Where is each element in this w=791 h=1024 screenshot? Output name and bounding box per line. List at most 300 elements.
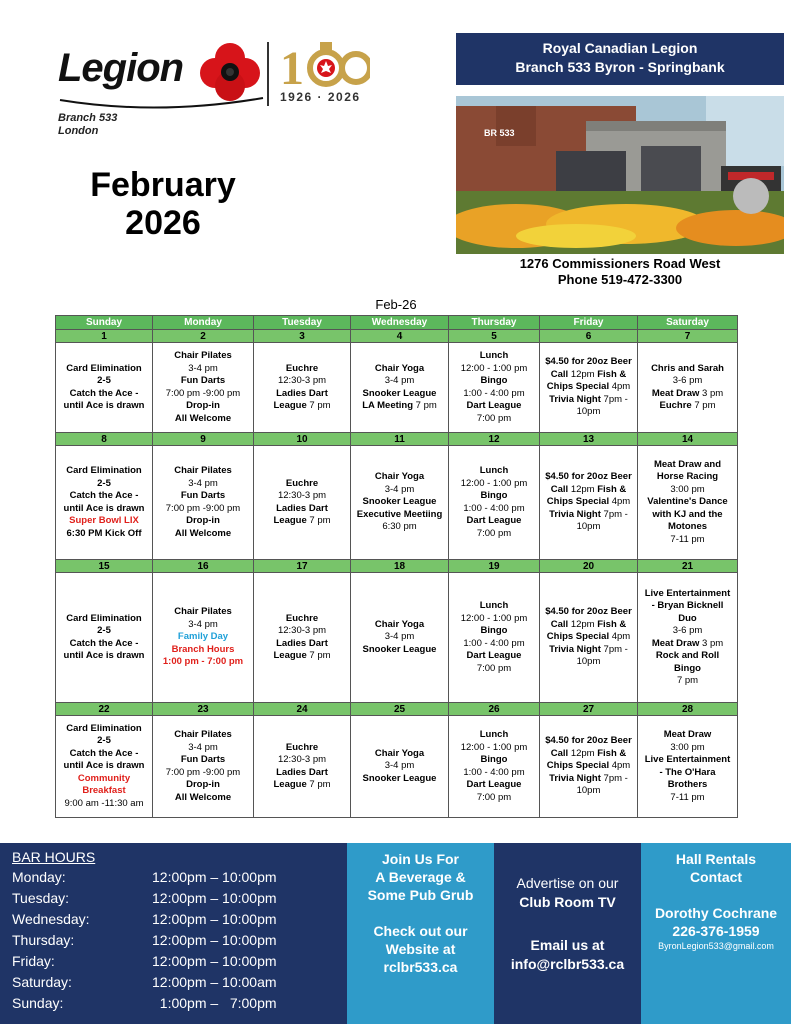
event-text: Bingo — [674, 662, 701, 674]
event-text: Brothers — [667, 779, 708, 790]
event-text: Motones — [667, 521, 708, 533]
contact-phone: 226-376-1959 — [672, 923, 760, 939]
banner-line1: Royal Canadian Legion — [542, 40, 698, 56]
advertise-text: Club Room TV — [519, 894, 616, 910]
event-text: Meat Draw and — [653, 458, 722, 470]
event-text: Card Elimination — [66, 362, 142, 374]
date-number: 8 — [56, 433, 153, 446]
date-number: 9 — [153, 433, 254, 446]
event-text: All Welcome — [174, 791, 232, 803]
event-cell-sat — [638, 573, 738, 703]
bar-hours-day: Saturday: — [12, 974, 72, 990]
bar-hours-time: 12:00pm – 10:00pm — [152, 932, 277, 948]
event-text: until Ace is drawn — [63, 650, 145, 661]
event-text: Horse Racing — [656, 471, 719, 483]
event-text: - Bryan Bicknell — [651, 600, 724, 611]
bar-hours-row — [12, 867, 347, 888]
event-text: 12:30-3 pm — [277, 754, 327, 765]
bar-hours-row — [12, 951, 347, 972]
date-number: 6 — [540, 330, 638, 343]
event-cell-sun — [56, 716, 153, 818]
bar-hours-day: Sunday: — [12, 995, 64, 1011]
date-number: 15 — [56, 560, 153, 573]
event-row — [56, 716, 738, 818]
bar-hours-day: Friday: — [12, 953, 55, 969]
event-text: 7 pm — [309, 400, 331, 411]
event-text: Rock and Roll — [655, 650, 720, 661]
event-text: All Welcome — [174, 412, 232, 424]
event-text: 1:00 - 4:00 pm — [463, 387, 525, 399]
event-text: 7:00 pm — [476, 791, 512, 803]
contact-email-link[interactable]: ByronLegion533@gmail.com — [658, 941, 774, 951]
bar-hours-title: BAR HOURS — [12, 849, 96, 865]
event-text: Dart League — [466, 400, 522, 411]
event-text: 12pm — [570, 368, 595, 380]
join-text: Some Pub Grub — [367, 887, 474, 903]
event-text: Call — [550, 747, 569, 759]
date-number: 20 — [540, 560, 638, 573]
event-cell-thu — [449, 343, 540, 433]
event-text: 3-6 pm — [672, 625, 703, 636]
date-number: 24 — [254, 703, 351, 716]
event-cell-tue — [254, 343, 351, 433]
event-text: 12:00 - 1:00 pm — [460, 612, 528, 624]
event-text: 12pm — [570, 618, 595, 630]
event-text: 7 pm — [415, 400, 437, 411]
event-cell-sat — [638, 343, 738, 433]
bar-hours-row — [12, 909, 347, 930]
event-text: Card Elimination — [66, 612, 142, 624]
hall-text: Hall Rentals — [675, 851, 757, 867]
event-text: 2-5 — [97, 735, 111, 747]
event-text: 3-4 pm — [384, 375, 415, 386]
event-text: 2-5 — [97, 625, 111, 636]
event-cell-sat — [638, 446, 738, 560]
event-cell-sun — [56, 446, 153, 560]
event-text: 1:00 pm - 7:00 pm — [162, 656, 244, 668]
event-text: 7pm - — [603, 393, 628, 405]
date-number: 27 — [540, 703, 638, 716]
event-text: Drop-in — [186, 400, 220, 411]
event-text: 3-4 pm — [384, 760, 415, 772]
contact-name: Dorothy Cochrane — [654, 905, 778, 921]
logo-swoosh — [58, 94, 268, 114]
event-text: Chips Special — [546, 631, 610, 643]
event-text: Duo — [678, 612, 697, 624]
event-text: 3-4 pm — [188, 741, 218, 753]
event-text: Executive Meetiing — [356, 508, 443, 520]
event-text: 1:00 - 4:00 pm — [463, 637, 525, 649]
event-cell-fri — [540, 573, 638, 703]
date-number: 21 — [638, 560, 738, 573]
event-text: Ladies Dart — [276, 502, 328, 514]
date-number: 23 — [153, 703, 254, 716]
event-text: 12:30-3 pm — [277, 375, 327, 386]
logo-divider — [267, 42, 269, 106]
event-text: League — [273, 650, 307, 661]
centennial-100-icon — [280, 34, 370, 96]
event-text: Catch the Ace - — [69, 637, 139, 649]
address-block — [456, 256, 784, 288]
event-text: 7:00 pm -9:00 pm — [165, 387, 241, 399]
logo-wordmark: Legion — [58, 46, 184, 90]
event-text: Meat Draw — [663, 729, 712, 740]
event-text: 12:30-3 pm — [277, 625, 327, 636]
event-text: Catch the Ace - — [69, 747, 139, 759]
event-text: Chair Yoga — [374, 471, 425, 483]
event-text: Euchre — [285, 612, 319, 624]
event-text: Ladies Dart — [276, 637, 328, 649]
event-text: Fish & — [597, 483, 627, 495]
date-row — [56, 330, 738, 343]
event-text: 3:00 pm — [670, 741, 705, 753]
event-text: Meat Draw — [651, 387, 700, 399]
event-text: 6:30 PM Kick Off — [66, 527, 142, 539]
event-text: League — [273, 515, 307, 526]
event-text: Chair Yoga — [374, 618, 425, 630]
event-text: 4pm — [611, 631, 631, 643]
bar-hours-row — [12, 930, 347, 951]
bar-hours-time: 12:00pm – 10:00am — [152, 974, 277, 990]
event-text: Lunch — [479, 350, 509, 361]
event-text: Drop-in — [186, 515, 220, 526]
event-text: Fish & — [597, 368, 627, 380]
event-cell-fri — [540, 343, 638, 433]
event-text: 7-11 pm — [670, 791, 705, 803]
date-number: 28 — [638, 703, 738, 716]
event-text: Chair Yoga — [374, 362, 425, 374]
date-number: 26 — [449, 703, 540, 716]
calendar-caption: Feb-26 — [375, 297, 417, 312]
event-text: Snooker League — [362, 387, 437, 399]
day-header: Friday — [540, 316, 638, 330]
bar-hours-day: Thursday: — [12, 932, 75, 948]
date-number: 7 — [638, 330, 738, 343]
event-text: 7 pm — [309, 650, 331, 661]
event-text: 12pm — [570, 483, 595, 495]
bar-hours-time: 1:00pm – 7:00pm — [152, 995, 277, 1011]
event-text: Card Elimination — [66, 465, 142, 476]
event-text: 3 pm — [702, 387, 724, 399]
phone-number: Phone 519-472-3300 — [557, 272, 683, 287]
svg-text:1: 1 — [280, 42, 304, 95]
event-text: Chips Special — [546, 381, 610, 393]
event-text: Bingo — [480, 754, 508, 765]
event-text: 3-4 pm — [188, 477, 218, 489]
event-text: Ladies Dart — [276, 766, 328, 778]
street-address: 1276 Commissioners Road West — [519, 256, 721, 271]
event-text: 7:00 pm -9:00 pm — [165, 766, 241, 778]
branch-building-photo — [456, 96, 784, 254]
event-text: Euchre — [659, 400, 692, 411]
event-text: Lunch — [479, 600, 509, 611]
join-text: Join Us For — [381, 851, 459, 867]
advertise-text: Advertise on our — [516, 875, 619, 891]
event-text: League — [273, 779, 307, 790]
event-text: 2-5 — [97, 477, 111, 489]
event-cell-tue — [254, 446, 351, 560]
date-number: 16 — [153, 560, 254, 573]
advertise-text: Email us at — [530, 937, 605, 953]
hall-text: Contact — [689, 869, 743, 885]
event-text: 3-6 pm — [672, 375, 703, 386]
event-text: - The O'Hara — [659, 766, 716, 778]
date-number: 1 — [56, 330, 153, 343]
event-text: Fish & — [597, 747, 627, 759]
event-cell-sun — [56, 343, 153, 433]
event-text: Trivia Night — [549, 643, 601, 655]
event-text: Call — [550, 618, 569, 630]
event-text: Chair Pilates — [174, 350, 232, 361]
hall-rentals-panel — [641, 843, 791, 1024]
event-text: Chips Special — [546, 760, 610, 772]
event-text: 7:00 pm — [476, 662, 512, 674]
event-text: Snooker League — [362, 643, 437, 655]
event-text: Community — [77, 772, 131, 784]
event-text: Card Elimination — [66, 722, 142, 734]
event-text: Snooker League — [362, 496, 437, 508]
event-text: Bingo — [480, 490, 508, 501]
day-header: Thursday — [449, 316, 540, 330]
event-text: 7 pm — [676, 675, 699, 686]
event-text: 9:00 am -11:30 am — [64, 797, 144, 809]
event-cell-wed — [351, 716, 449, 818]
info-email-link[interactable]: info@rclbr533.ca — [510, 956, 625, 972]
event-text: 1:00 - 4:00 pm — [463, 766, 525, 778]
event-text: $4.50 for 20oz Beer — [545, 606, 632, 618]
date-number: 4 — [351, 330, 449, 343]
event-cell-tue — [254, 573, 351, 703]
event-text: Chair Pilates — [174, 606, 232, 618]
date-number: 14 — [638, 433, 738, 446]
event-text: 2-5 — [97, 375, 111, 386]
logo-branch-line: Branch 533 — [58, 112, 118, 124]
event-text: 3-4 pm — [188, 362, 218, 374]
date-number: 17 — [254, 560, 351, 573]
join-text: Website at — [385, 941, 456, 957]
bar-hours-panel — [0, 843, 347, 1024]
event-text: Fun Darts — [180, 375, 226, 386]
event-text: Super Bowl LIX — [69, 515, 139, 526]
event-text: 7 pm — [694, 400, 716, 411]
event-text: Call — [550, 368, 569, 380]
event-text: Lunch — [479, 465, 509, 476]
date-number: 13 — [540, 433, 638, 446]
bar-hours-day: Tuesday: — [12, 890, 70, 906]
bar-hours-time: 12:00pm – 10:00pm — [152, 890, 277, 906]
event-text: 3-4 pm — [188, 618, 218, 630]
event-cell-mon — [153, 716, 254, 818]
event-text: 7pm - — [603, 643, 628, 655]
event-text: 10pm — [576, 656, 601, 668]
event-text: Catch the Ace - — [69, 490, 139, 501]
bar-hours-row — [12, 888, 347, 909]
event-text: All Welcome — [174, 527, 232, 539]
event-cell-thu — [449, 573, 540, 703]
event-text: $4.50 for 20oz Beer — [545, 356, 632, 368]
date-number: 19 — [449, 560, 540, 573]
event-text: Chris and Sarah — [651, 362, 724, 374]
date-row — [56, 703, 738, 716]
event-text: Branch Hours — [171, 643, 235, 655]
event-text: League — [273, 400, 307, 411]
event-text: 7pm - — [603, 772, 628, 784]
event-text: Dart League — [466, 650, 522, 661]
event-text: Dart League — [466, 515, 522, 526]
bar-hours-day: Monday: — [12, 869, 66, 885]
event-text: until Ace is drawn — [63, 400, 145, 411]
event-text: Euchre — [285, 741, 319, 753]
event-cell-wed — [351, 343, 449, 433]
website-link[interactable]: rclbr533.ca — [383, 959, 458, 975]
event-text: Dart League — [466, 779, 522, 790]
calendar-title — [70, 166, 256, 242]
day-header-row — [56, 316, 738, 330]
event-cell-wed — [351, 446, 449, 560]
event-text: until Ace is drawn — [63, 502, 145, 514]
event-text: 3-4 pm — [384, 483, 415, 495]
event-text: Ladies Dart — [276, 387, 328, 399]
join-text: A Beverage & — [375, 869, 466, 885]
event-text: 12pm — [570, 747, 595, 759]
date-number: 18 — [351, 560, 449, 573]
event-text: 7 pm — [309, 779, 331, 790]
banner-line2: Branch 533 Byron - Springbank — [515, 59, 725, 75]
date-number: 5 — [449, 330, 540, 343]
event-cell-mon — [153, 446, 254, 560]
logo-city-line: London — [58, 125, 99, 137]
event-text: 6:30 pm — [382, 521, 417, 533]
event-text: Chips Special — [546, 496, 610, 508]
event-text: 12:00 - 1:00 pm — [460, 362, 528, 374]
event-cell-mon — [153, 343, 254, 433]
date-number: 22 — [56, 703, 153, 716]
event-text: 3-4 pm — [384, 631, 415, 643]
event-text: Breakfast — [82, 785, 126, 797]
date-number: 11 — [351, 433, 449, 446]
event-text: Bingo — [480, 375, 508, 386]
title-year: 2026 — [125, 204, 201, 242]
day-header: Saturday — [638, 316, 738, 330]
date-number: 25 — [351, 703, 449, 716]
date-row — [56, 560, 738, 573]
event-text: 3:00 pm — [670, 483, 705, 495]
join-us-panel — [347, 843, 494, 1024]
day-header: Monday — [153, 316, 254, 330]
event-text: Fun Darts — [180, 490, 226, 501]
bar-hours-time: 12:00pm – 10:00pm — [152, 869, 277, 885]
event-text: Trivia Night — [549, 772, 601, 784]
event-text: 1:00 - 4:00 pm — [463, 502, 525, 514]
event-text: Bingo — [480, 625, 508, 636]
event-text: 12:00 - 1:00 pm — [460, 477, 528, 489]
date-number: 2 — [153, 330, 254, 343]
event-text: LA Meeting — [362, 400, 414, 411]
event-text: 3 pm — [702, 637, 724, 649]
day-header: Wednesday — [351, 316, 449, 330]
event-text: Chair Yoga — [374, 747, 425, 759]
event-cell-fri — [540, 716, 638, 818]
branch-banner — [456, 33, 784, 85]
photo-sign-text: BR 533 — [484, 128, 515, 138]
title-month: February — [90, 166, 236, 204]
event-text: 12:00 - 1:00 pm — [460, 741, 528, 753]
bar-hours-time: 12:00pm – 10:00pm — [152, 953, 277, 969]
advertise-panel — [494, 843, 641, 1024]
event-text: with KJ and the — [652, 508, 723, 520]
event-text: 7:00 pm — [476, 527, 512, 539]
footer — [0, 843, 791, 1024]
event-row — [56, 343, 738, 433]
event-text: Live Entertainment — [644, 587, 731, 599]
event-cell-fri — [540, 446, 638, 560]
event-text: Lunch — [479, 729, 509, 740]
event-text: 12:30-3 pm — [277, 490, 327, 501]
event-cell-thu — [449, 716, 540, 818]
event-text: 7:00 pm -9:00 pm — [165, 502, 241, 514]
bar-hours-day: Wednesday: — [12, 911, 90, 927]
event-text: 7pm - — [603, 508, 628, 520]
event-text: Trivia Night — [549, 508, 601, 520]
event-text: 10pm — [576, 406, 601, 418]
calendar-table — [55, 315, 738, 818]
event-cell-thu — [449, 446, 540, 560]
bar-hours-row — [12, 972, 347, 993]
logo-branch-text — [58, 112, 117, 138]
event-cell-tue — [254, 716, 351, 818]
legion-logo — [58, 40, 378, 140]
day-header: Tuesday — [254, 316, 351, 330]
event-text: Trivia Night — [549, 393, 601, 405]
event-text: Valentine's Dance — [647, 496, 728, 508]
event-text: $4.50 for 20oz Beer — [545, 471, 632, 483]
event-text: Euchre — [285, 477, 319, 489]
event-text: Family Day — [177, 631, 229, 643]
event-text: 7-11 pm — [670, 533, 705, 545]
event-text: 10pm — [576, 521, 601, 533]
event-text: Fun Darts — [180, 754, 226, 765]
event-text: 7:00 pm — [476, 412, 512, 424]
event-cell-sat — [638, 716, 738, 818]
event-text: Catch the Ace - — [69, 387, 139, 399]
event-text: 7 pm — [309, 515, 331, 526]
event-text: $4.50 for 20oz Beer — [545, 735, 632, 747]
event-row — [56, 573, 738, 703]
event-text: Euchre — [285, 362, 319, 374]
event-text: until Ace is drawn — [63, 760, 145, 772]
logo-years: 1926 · 2026 — [280, 90, 361, 104]
event-text: 10pm — [576, 785, 601, 797]
event-text: Snooker League — [362, 772, 437, 784]
event-cell-sun — [56, 573, 153, 703]
event-text: Drop-in — [186, 779, 220, 790]
event-text: Chair Pilates — [174, 465, 232, 476]
event-cell-wed — [351, 573, 449, 703]
bar-hours-time: 12:00pm – 10:00pm — [152, 911, 277, 927]
event-cell-mon — [153, 573, 254, 703]
date-number: 3 — [254, 330, 351, 343]
event-text: Meat Draw — [651, 637, 700, 649]
join-text: Check out our — [373, 923, 468, 939]
event-text: 4pm — [611, 496, 631, 508]
event-text: 4pm — [611, 381, 631, 393]
day-header: Sunday — [56, 316, 153, 330]
bar-hours-row — [12, 993, 347, 1014]
event-text: Fish & — [597, 618, 627, 630]
date-number: 10 — [254, 433, 351, 446]
date-row — [56, 433, 738, 446]
event-text: Chair Pilates — [174, 729, 232, 740]
